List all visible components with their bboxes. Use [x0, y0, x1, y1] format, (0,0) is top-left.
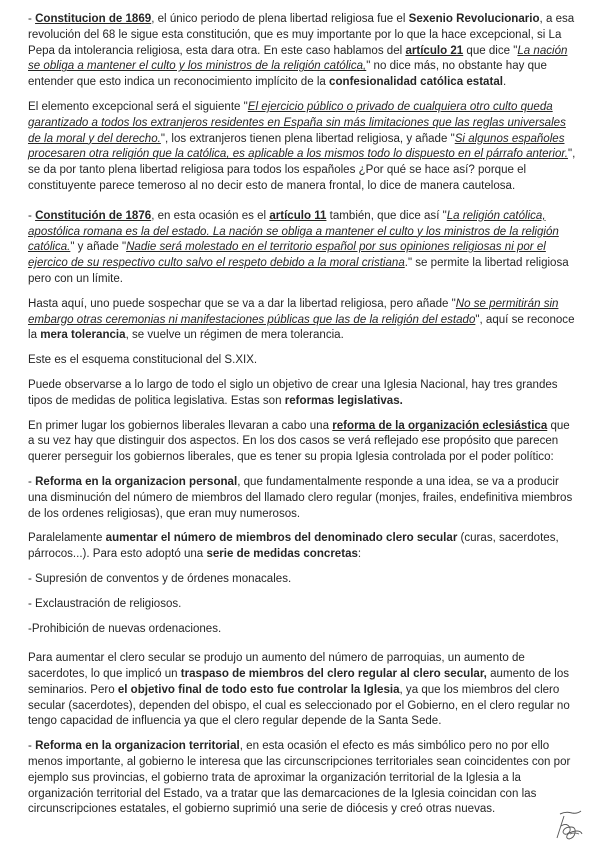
paragraph [28, 353, 576, 369]
bold-text: el objetivo final de todo esto fue controlar la Iglesia [117, 683, 400, 696]
body-text: En primer lugar los gobiernos liberales llevaran a cabo una [28, 419, 333, 432]
bold-underlined-heading: reforma de la organización eclesiástica [332, 419, 548, 432]
body-text: , ya que los miembros del clero secular (sacerdotes), dependen del obispo, el cual es seleccionado por el Gobierno, en el clero regular no tengo capacidad de influencia ya que el clero regular depende de la Santa Sede. [28, 683, 570, 728]
document-page [28, 12, 576, 827]
bold-text: serie de medidas concretas [206, 548, 358, 561]
bold-text: reformas legislativas. [284, 394, 403, 407]
document-body [28, 12, 576, 818]
body-text: Puede observarse a lo largo de todo el siglo un objetivo de crear una Iglesia Nacional, hay tres grandes tipos de medidas de politica legislativa. Estas son [28, 378, 558, 407]
paragraph [28, 739, 576, 818]
paragraph [28, 419, 576, 466]
paragraph [28, 100, 576, 195]
body-text: Este es el esquema constitucional del S.XIX. [28, 354, 258, 367]
body-text: - Exclaustración de religiosos. [28, 597, 182, 610]
body-text: -Prohibición de nuevas ordenaciones. [28, 622, 222, 635]
legal-quote: La nación se obliga a mantener el culto y los ministros de la religión católica, [28, 44, 568, 73]
paragraph [28, 651, 576, 730]
body-text: - [28, 13, 36, 25]
body-text: - [28, 475, 36, 488]
body-text: que a su vez hay que distinguir dos aspectos. En los dos casos se verá reflejado ese propósito que parecen querer perseguir los gobiernos liberales, que es tener su propia Iglesia controlada por el poder político: [28, 419, 570, 464]
body-text: : [357, 548, 362, 561]
body-text: " y añade " [70, 241, 127, 254]
body-text: - Supresión de conventos y de órdenes monacales. [28, 572, 292, 585]
body-text: " no dice más, no obstante hay que entender que esto indica un reconocimiento implícito de la [28, 60, 547, 89]
body-text: . [502, 76, 507, 89]
paragraph [28, 597, 576, 613]
legal-quote: La religión católica, apostólica romana es la del estado. La nación se obliga a mantener el culto y los ministros de la religión católica. [28, 209, 559, 254]
handwritten-signature-icon [546, 804, 594, 844]
body-text: , el único periodo de plena libertad religiosa fue el [151, 13, 409, 25]
body-text: , que fundamentalmente responde a una idea, se va a producir una disminución del número de miembros del llamado clero regular (monjes, frailes, endefinitiva miembros de los ordenes religiosas), que eran muy numerosos. [28, 475, 573, 520]
body-text: ", los extranjeros tienen plena libertad religiosa, y añade " [160, 132, 455, 145]
legal-quote: Nadie será molestado en el territorio español por sus opiniones religiosas ni por el ejercico de su respectivo culto salvo el respeto debido a la moral cristiana [28, 241, 546, 270]
bold-text: confesionalidad católica estatal [329, 76, 503, 89]
body-text: aumento de los seminarios. Pero [28, 668, 570, 696]
body-text: , en esta ocasión el efecto es más simbólico pero no por ello menos importante, al gobierno le interesa que las circunscripciones territoriales sean coincidentes con por ejemplo sus provincias, el gobierno trata de aproximar la organización territorial de la Iglesia a la organización territorial del Estado, va a tratar que las demarcaciones de la Iglesia coincidan con las circunscripciones estatales, el gobierno suprimió una serie de diócesis y creó otras nuevas. [28, 740, 571, 816]
body-text: ." se permite la libertad religiosa pero con un límite. [28, 257, 569, 285]
body-text: que dice " [463, 44, 518, 57]
body-text: - [28, 209, 36, 222]
body-text: Para aumentar el clero secular se produjo un aumento del número de parroquias, un aumento de sacerdotes, lo que implicó un [28, 652, 525, 681]
body-text: Paralelamente [28, 532, 106, 545]
bold-text: Reforma en la organizacion personal [35, 475, 238, 488]
paragraph [28, 297, 576, 344]
body-text: Hasta aquí, uno puede sospechar que se va a dar la libertad religiosa, pero añade " [28, 297, 456, 310]
paragraph [28, 378, 576, 410]
body-text: , en esta ocasión es el [151, 209, 270, 222]
legal-quote: Si algunos españoles procesaren otra religión que la católica, es aplicable a los mismos todo lo dispuesto en el párrafo anterior. [28, 132, 569, 161]
bold-text: aumentar el número de miembros del denominado clero secular [105, 532, 458, 545]
bold-underlined-heading: Constitución de 1876 [35, 209, 152, 222]
bold-text: mera tolerancia [40, 329, 126, 342]
bold-text: traspaso de miembros del clero regular al clero secular, [180, 668, 487, 681]
body-text: El elemento excepcional será el siguiente " [28, 100, 248, 113]
body-text: también, que dice así " [326, 209, 447, 222]
bold-underlined-heading: artículo 11 [269, 209, 327, 222]
bold-text: Reforma en la organizacion territorial [35, 740, 240, 753]
body-text: - [28, 740, 36, 753]
body-text: ", se da por tanto plena libertad religiosa para todos los españoles ¿Por qué se hace así? porque el constituyente parece temeroso al no decir esto de manera frontal, lo dice de manera cautelosa. [28, 148, 576, 192]
paragraph [28, 475, 576, 522]
paragraph [28, 12, 576, 91]
bold-underlined-heading: artículo 21 [405, 44, 464, 57]
body-text: ", aquí se reconoce la [28, 313, 575, 342]
paragraph [28, 572, 576, 588]
legal-quote: El ejercicio público o privado de cualquiera otro culto queda garantizado a todos los extranjeros residentes en España sin más limitaciones que las reglas universales de la moral y del derecho. [28, 100, 566, 145]
paragraph [28, 622, 576, 638]
paragraph [28, 209, 576, 288]
body-text: , a esa revolución del 68 le sigue esta constitución, que es muy importante por lo que la hace excepcional, si La Pepa da intolerancia religiosa, esta dara otra. En este caso hablamos del [28, 13, 575, 57]
bold-text: Sexenio Revolucionario [408, 13, 540, 25]
body-text: , se vuelve un régimen de mera tolerancia. [125, 329, 344, 342]
legal-quote: No se permitirán sin embargo otras ceremonias ni manifestaciones públicas que las de la religión del estado [28, 297, 559, 326]
bold-underlined-heading: Constitucion de 1869 [35, 13, 152, 25]
paragraph [28, 531, 576, 563]
body-text: (curas, sacerdotes, párrocos...). Para esto adoptó una [28, 532, 559, 561]
